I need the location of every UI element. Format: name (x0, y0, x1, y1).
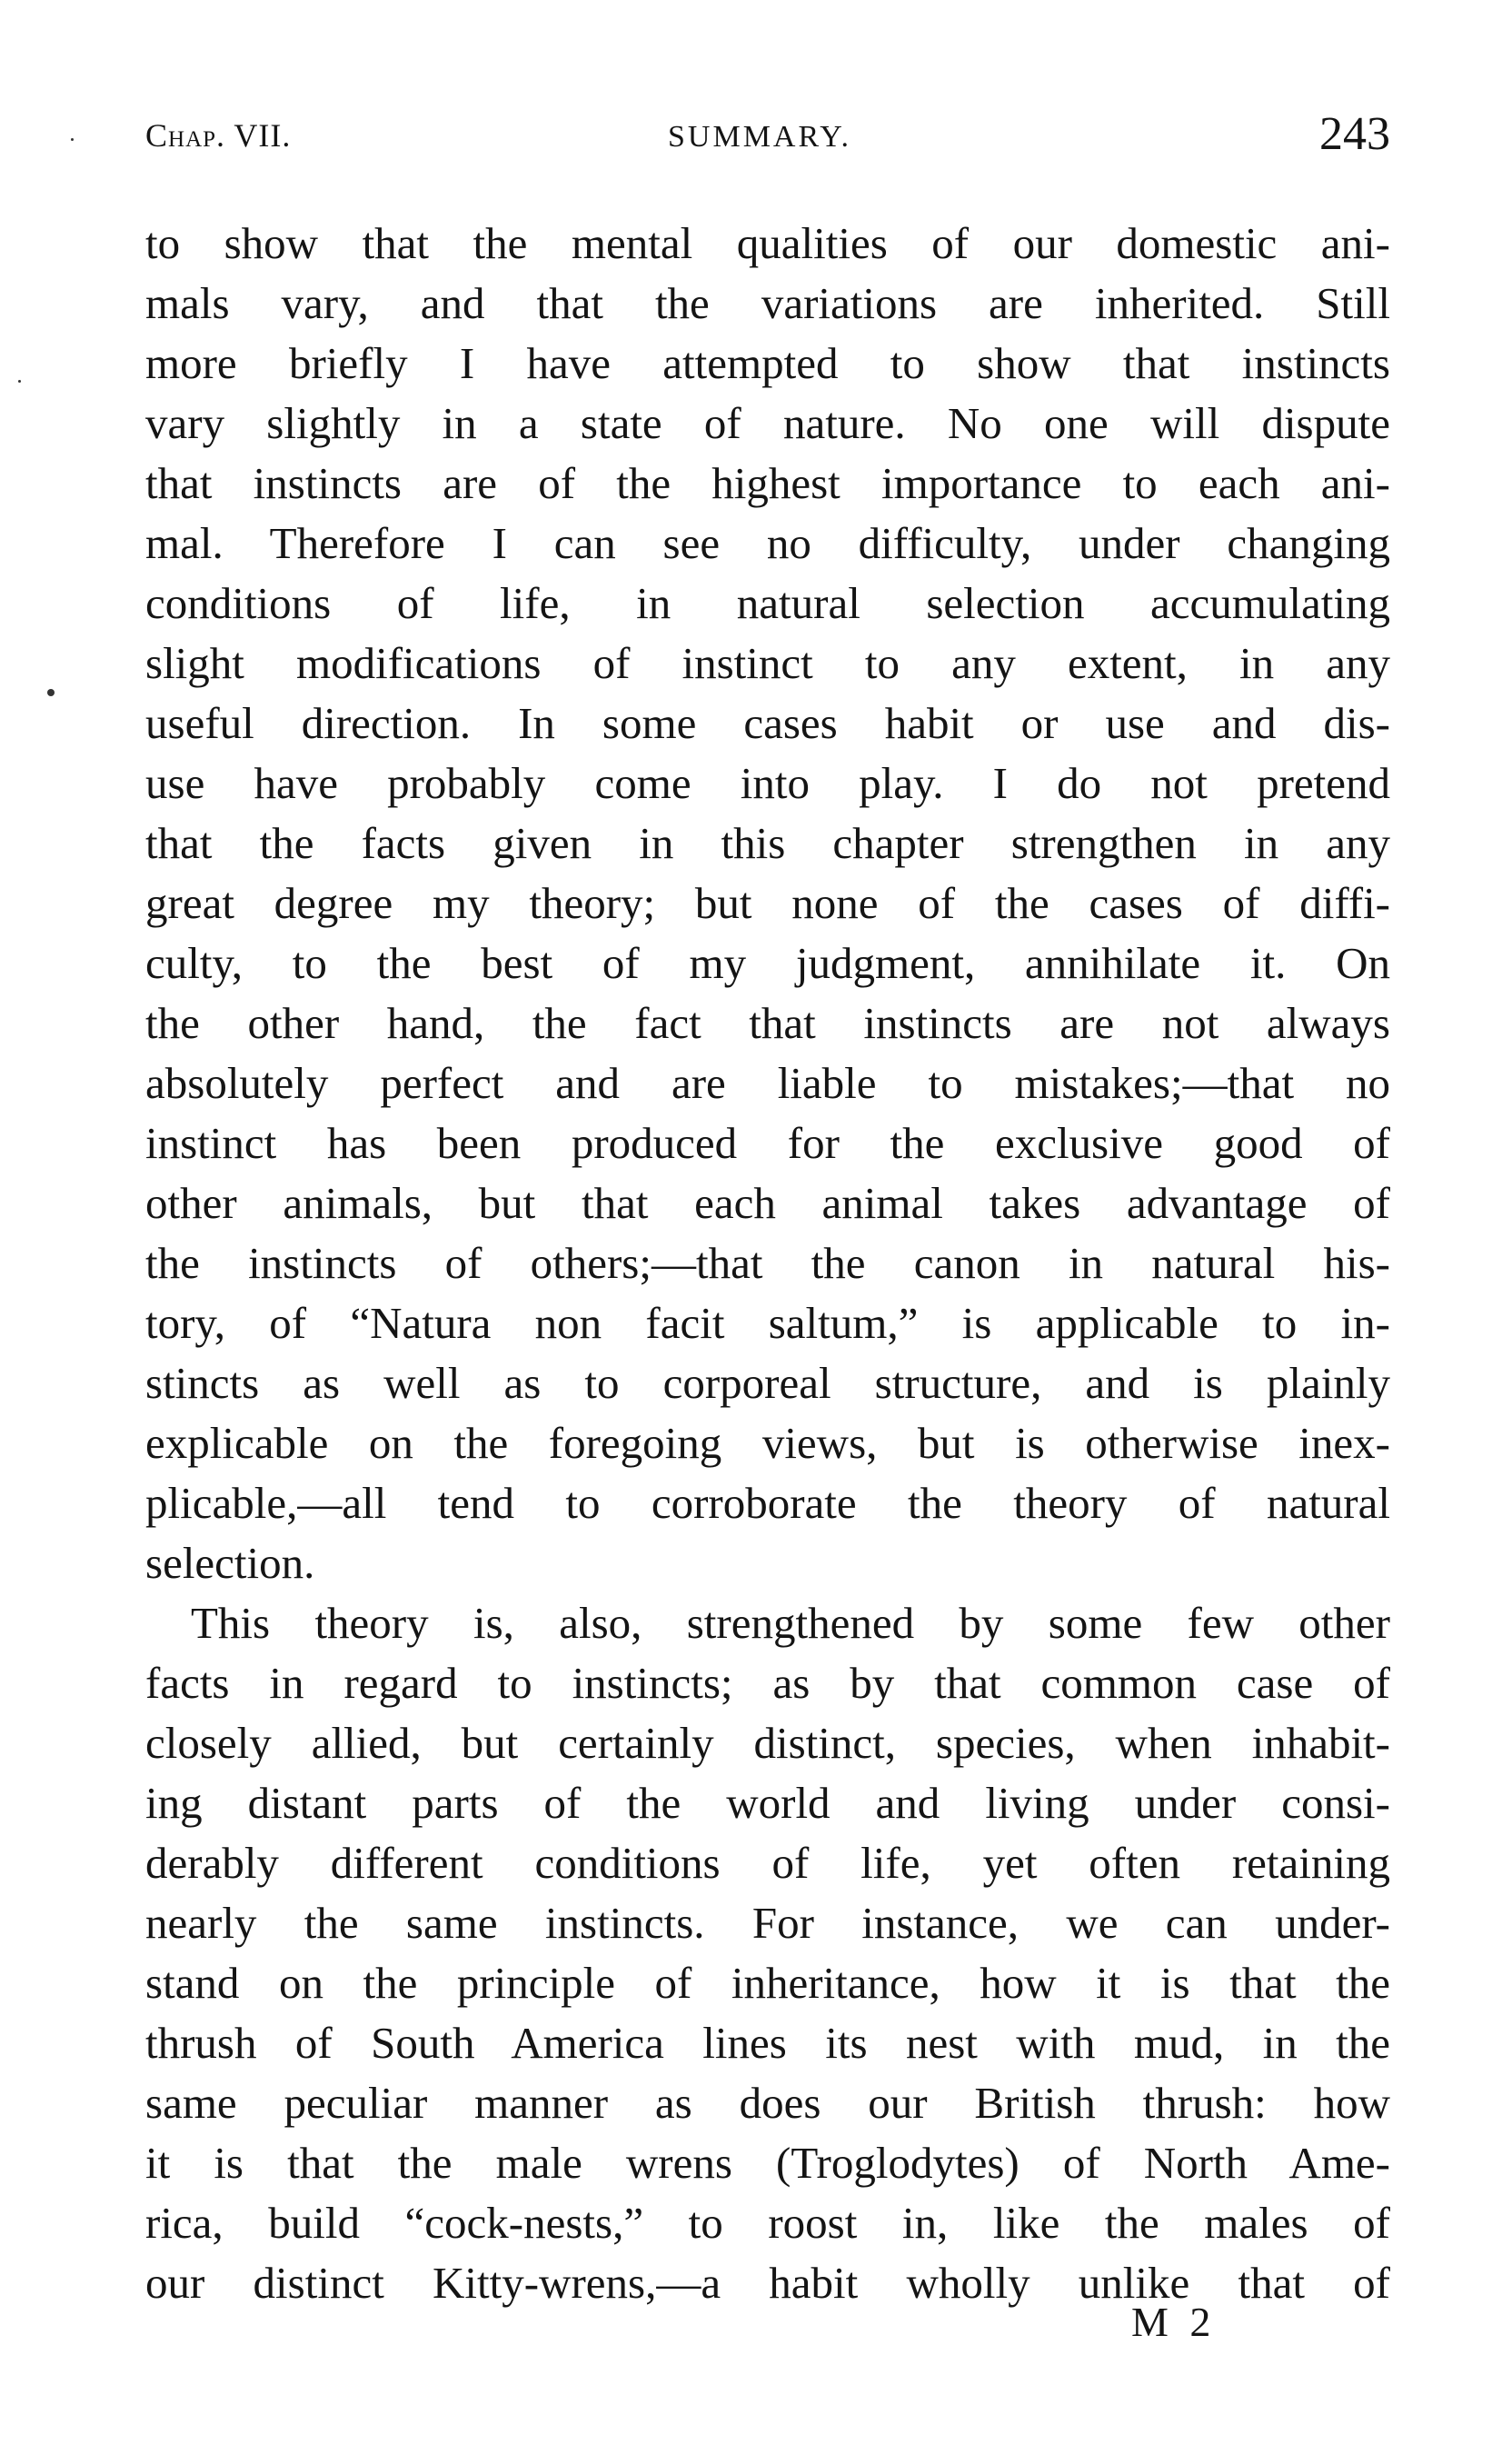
text-line: derably different conditions of life, yet often retaining (145, 1838, 1390, 1888)
text-line: culty, to the best of my judgment, annihilate it. On (145, 938, 1390, 988)
text-line: ing distant parts of the world and living under consi- (145, 1778, 1390, 1828)
text-line: slight modifications of instinct to any extent, in any (145, 638, 1390, 688)
text-line: This theory is, also, strengthened by some few other (191, 1598, 1390, 1648)
text-line: plicable,—all tend to corroborate the theory of natural (145, 1478, 1390, 1528)
margin-speck (47, 689, 55, 696)
text-line: rica, build “cock-nests,” to roost in, like the males of (145, 2198, 1390, 2248)
text-line: that the facts given in this chapter strengthen in any (145, 818, 1390, 868)
running-header (145, 107, 1390, 171)
text-line: nearly the same instincts. For instance, we can under- (145, 1898, 1390, 1948)
text-line: same peculiar manner as does our British thrush: how (145, 2078, 1390, 2128)
text-line: the other hand, the fact that instincts are not always (145, 998, 1390, 1048)
text-line: facts in regard to instincts; as by that common case of (145, 1658, 1390, 1708)
margin-speck (71, 138, 74, 141)
chapter-label: Chap. VII. (145, 117, 292, 154)
text-line: explicable on the foregoing views, but is otherwise inex- (145, 1418, 1390, 1468)
text-line: closely allied, but certainly distinct, species, when inhabit- (145, 1718, 1390, 1768)
text-line: conditions of life, in natural selection accumulating (145, 578, 1390, 628)
paragraph (145, 1593, 1390, 2313)
text-line: our distinct Kitty-wrens,—a habit wholly unlike that of (145, 2258, 1390, 2308)
body-text (145, 214, 1390, 2313)
text-line: instinct has been produced for the exclusive good of (145, 1118, 1390, 1168)
text-line: more briefly I have attempted to show that instincts (145, 338, 1390, 388)
text-line: thrush of South America lines its nest with mud, in the (145, 2018, 1390, 2068)
text-line: tory, of “Natura non facit saltum,” is applicable to in- (145, 1298, 1390, 1348)
margin-speck (18, 380, 21, 383)
text-line: useful direction. In some cases habit or use and dis- (145, 698, 1390, 748)
text-line: use have probably come into play. I do not pretend (145, 758, 1390, 808)
text-line: it is that the male wrens (Troglodytes) of North Ame- (145, 2138, 1390, 2188)
text-line: great degree my theory; but none of the cases of diffi- (145, 878, 1390, 928)
running-title: SUMMARY. (668, 120, 851, 154)
signature-mark: M 2 (1131, 2299, 1217, 2345)
text-line: other animals, but that each animal takes advantage of (145, 1178, 1390, 1228)
paragraph (145, 214, 1390, 1593)
text-line: mal. Therefore I can see no difficulty, under changing (145, 518, 1390, 568)
text-line: to show that the mental qualities of our domestic ani- (145, 218, 1390, 268)
text-line: the instincts of others;—that the canon in natural his- (145, 1238, 1390, 1288)
text-line: absolutely perfect and are liable to mistakes;—that no (145, 1058, 1390, 1108)
text-line: that instincts are of the highest importance to each ani- (145, 458, 1390, 508)
text-line: stincts as well as to corporeal structure, and is plainly (145, 1358, 1390, 1408)
text-line: stand on the principle of inheritance, how it is that the (145, 1958, 1390, 2008)
text-line: vary slightly in a state of nature. No one will dispute (145, 398, 1390, 448)
text-line: selection. (145, 1538, 315, 1588)
page-number: 243 (1319, 108, 1390, 160)
text-line: mals vary, and that the variations are inherited. Still (145, 278, 1390, 328)
